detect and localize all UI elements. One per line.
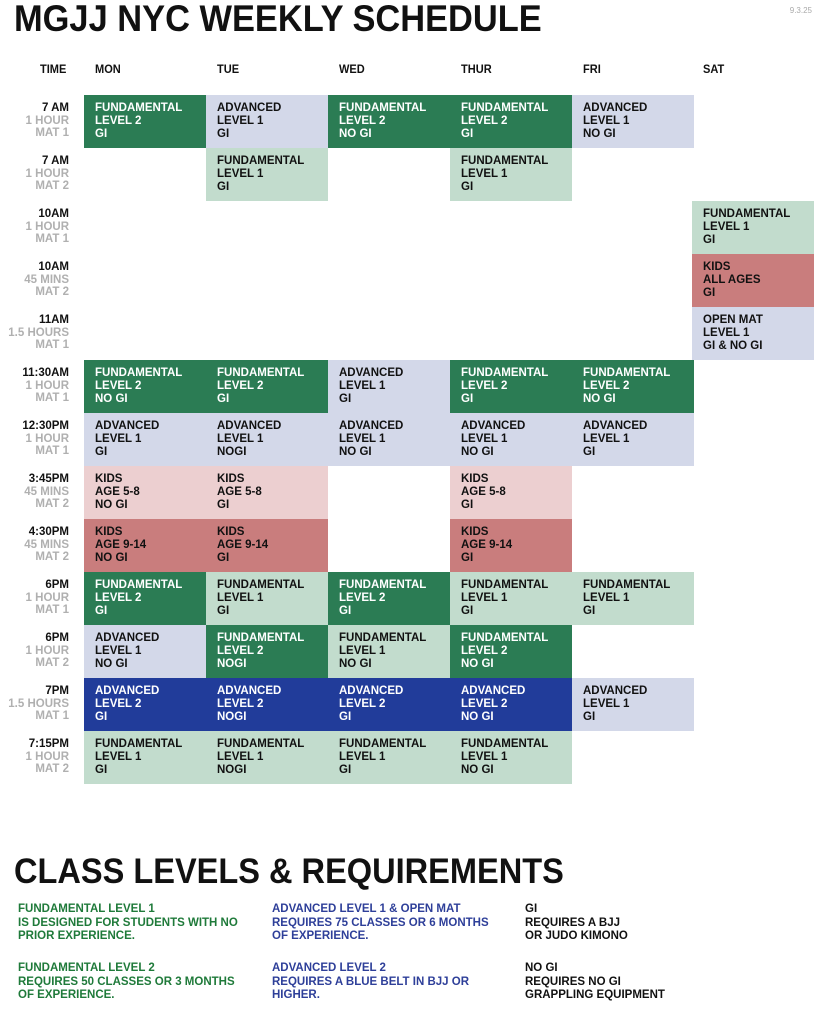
time-slot: 3:45PM 45 MINS MAT 2 [24,473,69,510]
class-cell: ADVANCED LEVEL 2 GI [328,678,450,731]
class-cell: ADVANCED LEVEL 1 GI [206,95,328,148]
class-cell: FUNDAMENTAL LEVEL 1 GI [450,148,572,201]
class-cell: FUNDAMENTAL LEVEL 2 GI [206,360,328,413]
class-cell: FUNDAMENTAL LEVEL 2 NOGI [206,625,328,678]
class-cell: FUNDAMENTAL LEVEL 1 NOGI [206,731,328,784]
class-cell: FUNDAMENTAL LEVEL 2 GI [450,95,572,148]
time-slot: 7 AM 1 HOUR MAT 2 [25,155,69,192]
class-cell: KIDS ALL AGES GI [692,254,814,307]
time-slot: 4:30PM 45 MINS MAT 2 [24,526,69,563]
class-cell: FUNDAMENTAL LEVEL 2 NO GI [328,95,450,148]
requirement-advanced-2: ADVANCED LEVEL 2 REQUIRES A BLUE BELT IN BJJ OR HIGHER. [272,962,470,1001]
class-cell: FUNDAMENTAL LEVEL 2 GI [450,360,572,413]
time-slot: 11AM 1.5 HOURS MAT 1 [8,314,69,351]
class-cell: FUNDAMENTAL LEVEL 2 GI [84,572,206,625]
class-cell: FUNDAMENTAL LEVEL 1 GI [328,731,450,784]
class-cell: ADVANCED LEVEL 2 NOGI [206,678,328,731]
time-slot: 7PM 1.5 HOURS MAT 1 [8,685,69,722]
class-cell: FUNDAMENTAL LEVEL 1 GI [206,572,328,625]
class-cell: ADVANCED LEVEL 1 NO GI [572,95,694,148]
class-cell: FUNDAMENTAL LEVEL 2 NO GI [450,625,572,678]
time-slot: 10AM 1 HOUR MAT 1 [25,208,69,245]
header-fri: FRI [583,62,601,76]
header-thur: THUR [461,62,492,76]
class-cell: ADVANCED LEVEL 1 NOGI [206,413,328,466]
requirement-advanced-1: ADVANCED LEVEL 1 & OPEN MAT REQUIRES 75 CLASSES OR 6 MONTHS OF EXPERIENCE. [272,903,489,942]
requirement-gi: GI REQUIRES A BJJ OR JUDO KIMONO [525,903,628,942]
time-slot: 12:30PM 1 HOUR MAT 1 [22,420,69,457]
class-cell: FUNDAMENTAL LEVEL 1 NO GI [450,731,572,784]
class-cell: FUNDAMENTAL LEVEL 2 GI [84,95,206,148]
header-sat: SAT [703,62,725,76]
class-cell: ADVANCED LEVEL 2 NO GI [450,678,572,731]
class-cell: ADVANCED LEVEL 1 GI [572,413,694,466]
requirement-fundamental-1: FUNDAMENTAL LEVEL 1 IS DESIGNED FOR STUDENTS WITH NO PRIOR EXPERIENCE. [18,903,238,942]
version-label: 9.3.25 [789,6,812,15]
class-cell: FUNDAMENTAL LEVEL 1 GI [206,148,328,201]
page-title: MGJJ NYC WEEKLY SCHEDULE [14,0,542,39]
class-cell: FUNDAMENTAL LEVEL 1 GI [572,572,694,625]
class-cell: KIDS AGE 9-14 GI [450,519,572,572]
class-cell: ADVANCED LEVEL 1 GI [328,360,450,413]
class-cell: FUNDAMENTAL LEVEL 2 GI [328,572,450,625]
class-cell: FUNDAMENTAL LEVEL 1 GI [450,572,572,625]
time-slot: 10AM 45 MINS MAT 2 [24,261,69,298]
class-cell: KIDS AGE 9-14 GI [206,519,328,572]
time-slot: 6PM 1 HOUR MAT 2 [25,632,69,669]
class-cell: FUNDAMENTAL LEVEL 2 NO GI [84,360,206,413]
class-cell: KIDS AGE 5-8 GI [206,466,328,519]
class-cell: FUNDAMENTAL LEVEL 1 GI [84,731,206,784]
header-time: TIME [40,62,67,76]
time-slot: 11:30AM 1 HOUR MAT 1 [22,367,69,404]
requirement-nogi: NO GI REQUIRES NO GI GRAPPLING EQUIPMENT [525,962,665,1001]
class-cell: KIDS AGE 5-8 GI [450,466,572,519]
header-wed: WED [339,62,365,76]
class-cell: KIDS AGE 5-8 NO GI [84,466,206,519]
time-slot: 6PM 1 HOUR MAT 1 [25,579,69,616]
class-cell: ADVANCED LEVEL 1 NO GI [450,413,572,466]
time-slot: 7:15PM 1 HOUR MAT 2 [25,738,69,775]
requirement-fundamental-2: FUNDAMENTAL LEVEL 2 REQUIRES 50 CLASSES OR 3 MONTHS OF EXPERIENCE. [18,962,235,1001]
class-cell: FUNDAMENTAL LEVEL 2 NO GI [572,360,694,413]
class-cell: ADVANCED LEVEL 1 NO GI [84,625,206,678]
header-mon: MON [95,62,121,76]
class-cell: ADVANCED LEVEL 1 GI [84,413,206,466]
class-cell: ADVANCED LEVEL 1 NO GI [328,413,450,466]
class-cell: ADVANCED LEVEL 1 GI [572,678,694,731]
header-tue: TUE [217,62,240,76]
class-cell: KIDS AGE 9-14 NO GI [84,519,206,572]
class-cell: OPEN MAT LEVEL 1 GI & NO GI [692,307,814,360]
class-cell: FUNDAMENTAL LEVEL 1 GI [692,201,814,254]
time-slot: 7 AM 1 HOUR MAT 1 [25,102,69,139]
class-cell: ADVANCED LEVEL 2 GI [84,678,206,731]
class-cell: FUNDAMENTAL LEVEL 1 NO GI [328,625,450,678]
requirements-title: CLASS LEVELS & REQUIREMENTS [14,852,564,891]
